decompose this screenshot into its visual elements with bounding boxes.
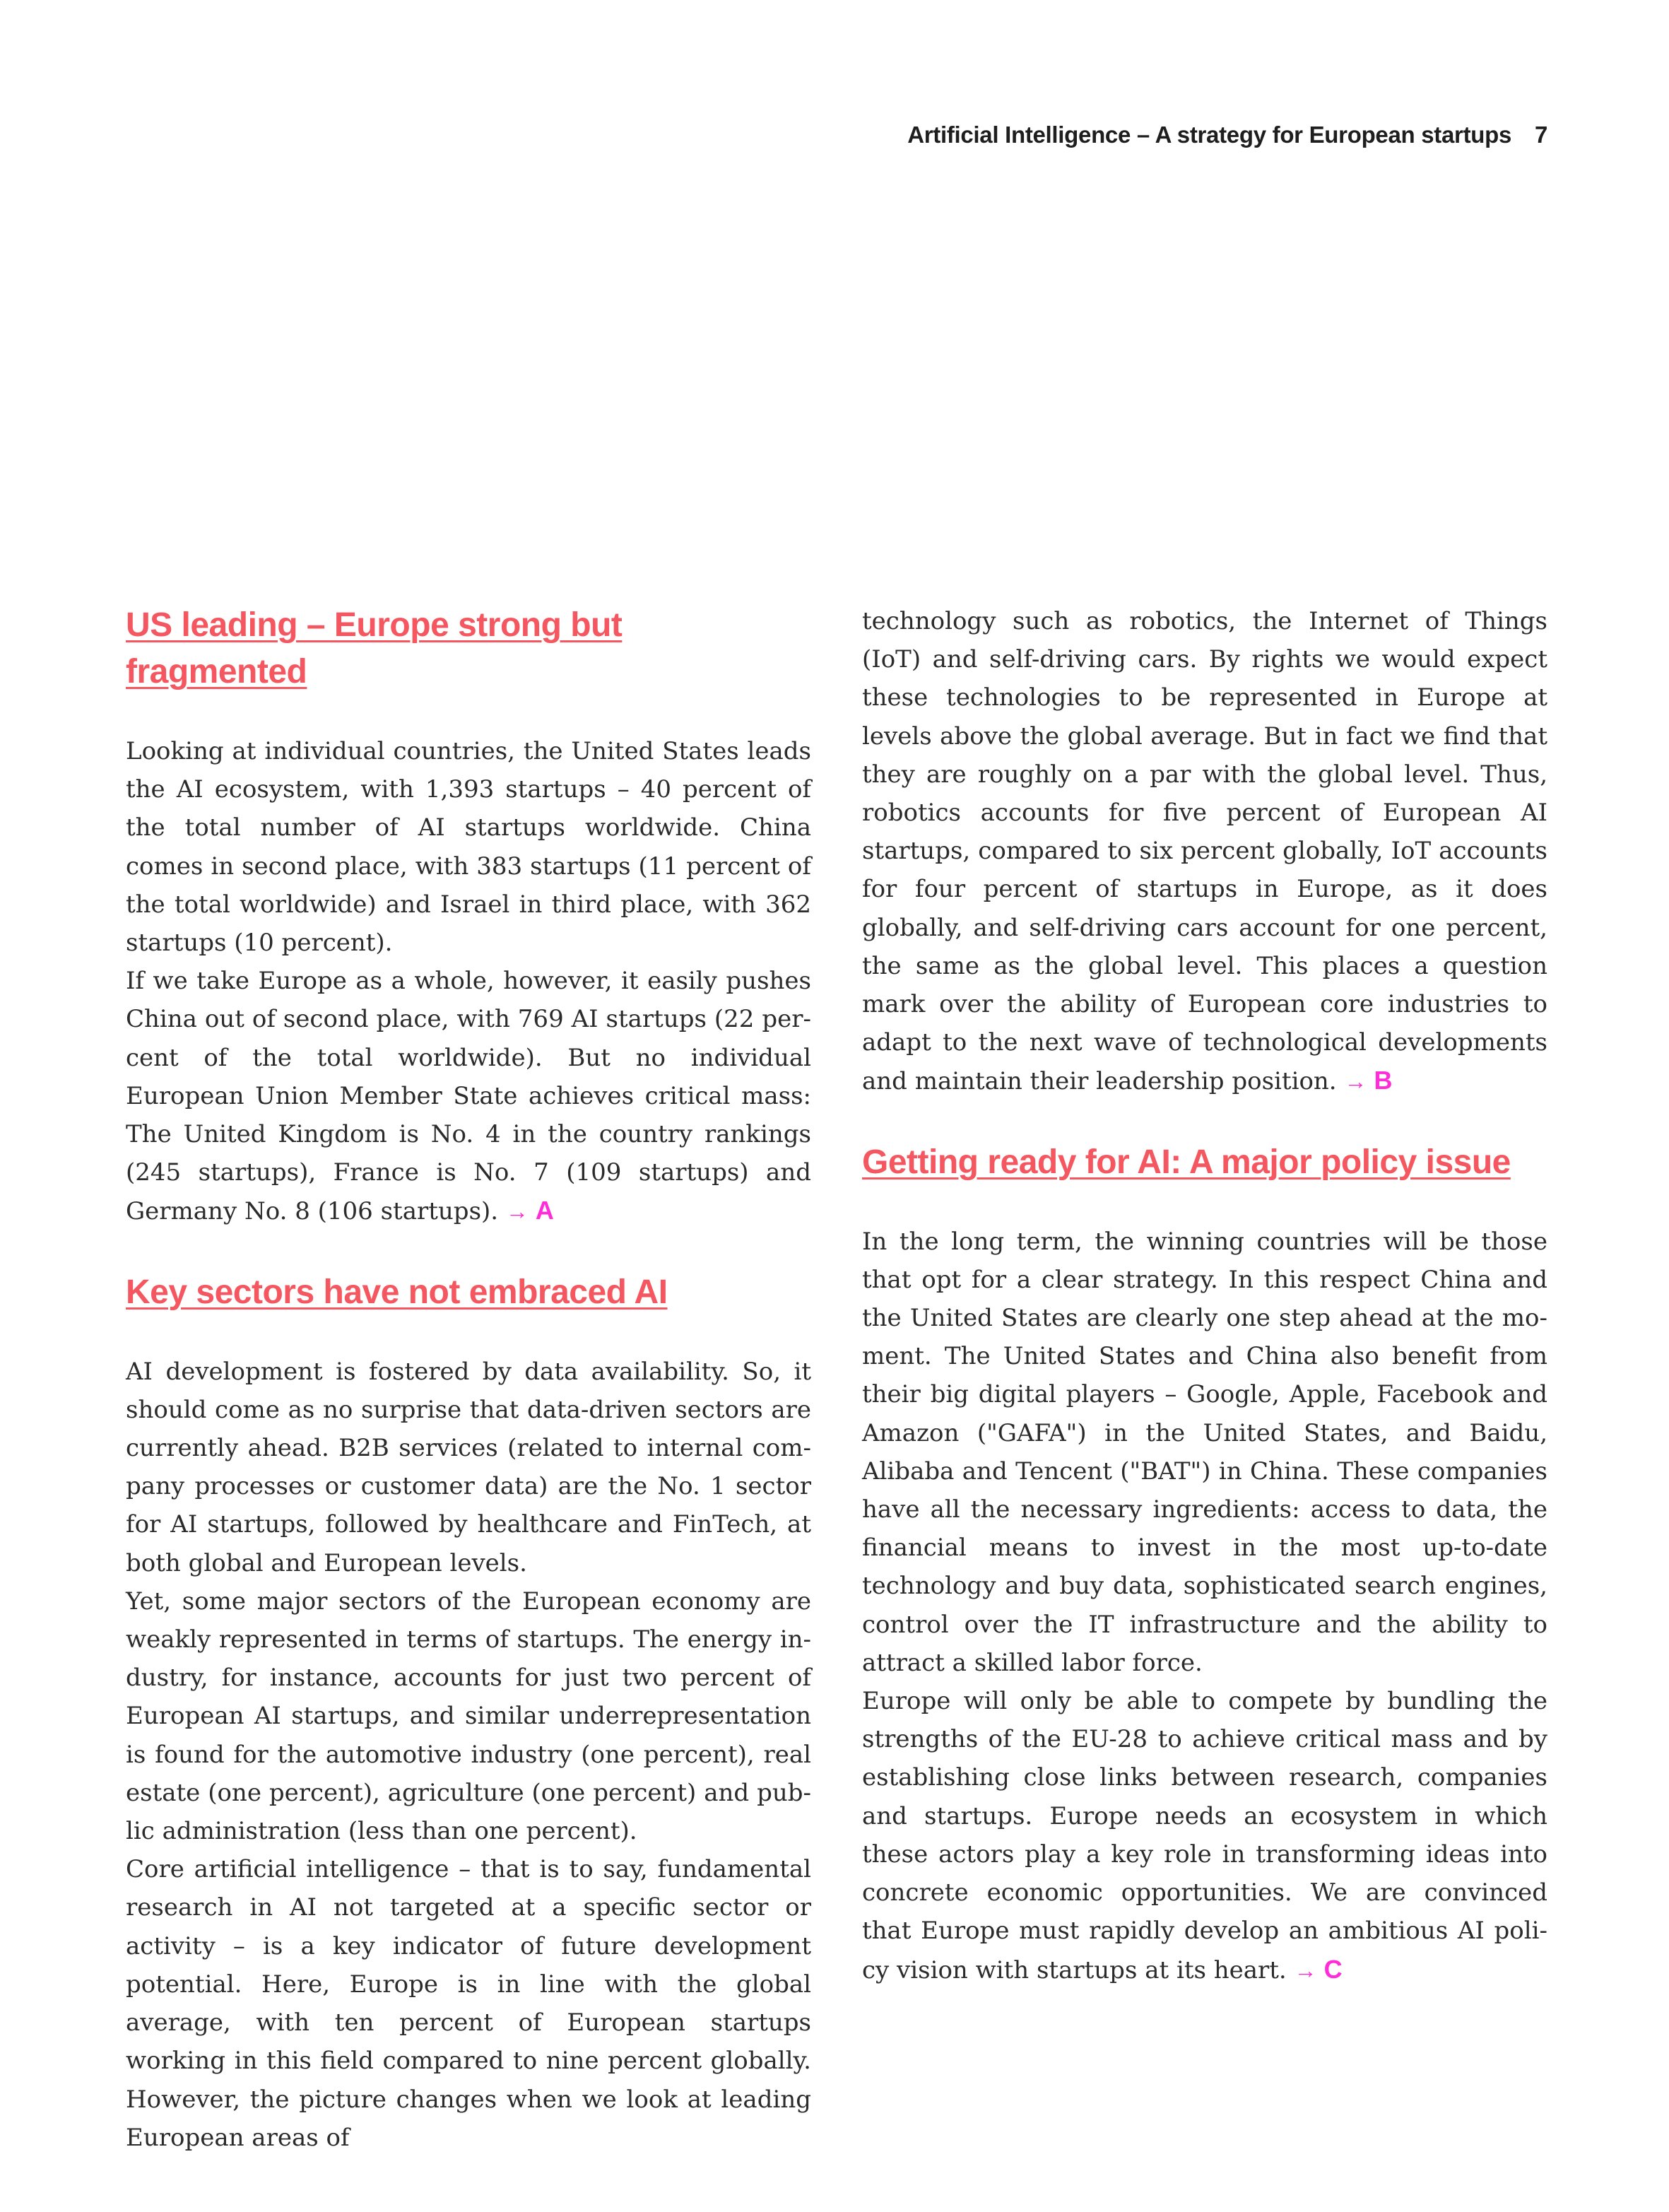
paragraph: Yet, some major sectors of the European economy are weakly represented in terms of startups. The energy industry, for instance, accounts for just two percent of European AI startups, and similar underrepresentation is found for the automotive industry (one percent), real estate (one percent), agriculture (one percent) and public administration (less than one percent).	[126, 1587, 811, 1846]
paragraph	[862, 602, 1547, 1101]
reference-link-c[interactable]	[1294, 1955, 1343, 1984]
page-number: 7	[1534, 122, 1547, 148]
header-title: Artificial Intelligence – A strategy for European startups	[907, 122, 1512, 148]
paragraph-text: technology such as robotics, the Internet of Things (IoT) and self-driving cars. By rights we would expect these technologies to be represented in Europe at levels above the global average. But in fact we find that they are roughly on a par with the global level. Thus, robotics accounts for five percent of European AI startups, compared to six percent globally, IoT accounts for four percent of startups in Europe, as it does globally, and self-driving cars account for one percent, the same as the global level. This places a question mark over the ability of European core industries to adapt to the next wave of technological developments and maintain their leadership position.	[862, 607, 1547, 1096]
reference-letter: C	[1323, 1954, 1343, 1984]
paragraph: Core artificial intelligence – that is to say, fundamental research in AI not targeted at a specific sector or activity – is a key indicator of future development potential. Here, Europe is in line with the global average, with ten percent of European startups working in this field compared to nine percent globally. However, the picture changes when we look at leading European areas of	[126, 1855, 811, 2152]
reference-link-b[interactable]	[1344, 1066, 1392, 1095]
running-header	[907, 122, 1547, 148]
arrow-right-icon: →	[505, 1199, 529, 1225]
right-column	[862, 602, 1547, 1989]
left-column	[126, 602, 811, 2157]
paragraph	[126, 962, 811, 1230]
reference-letter: B	[1374, 1066, 1393, 1095]
arrow-right-icon: →	[1294, 1957, 1317, 1983]
heading-policy: Getting ready for AI: A major policy issue	[862, 1143, 1511, 1181]
reference-letter: A	[535, 1196, 554, 1225]
arrow-right-icon: →	[1344, 1069, 1367, 1095]
paragraph: In the long term, the winning countries will be those that opt for a clear strategy. In this respect China and the United States are clearly one step ahead at the moment. The United States and China also benefit from their big digital players – Google, Apple, Facebook and Amazon ("GAFA") in the United States, and Baidu, Alibaba and Tencent ("BAT") in China. These companies have all the necessary ingredients: access to data, the financial means to invest in the most up-to-date technology and buy data, sophisticated search engines, control over the IT infrastructure and the ability to attract a skilled labor force.	[862, 1227, 1547, 1677]
paragraph: Looking at individual countries, the United States leads the AI ecosystem, with 1,393 startups – 40 percent of the total number of AI startups worldwide. China comes in second place, with 383 startups (11 percent of the total worldwide) and Israel in third place, with 362 startups (10 percent).	[126, 737, 811, 958]
heading-us-leading: US leading – Europe strong but fragmented	[126, 606, 623, 690]
paragraph	[862, 1682, 1547, 1989]
paragraph: AI development is fostered by data availability. So, it should come as no surprise that data-driven sectors are currently ahead. B2B services (related to internal company processes or customer data) are the No. 1 sector for AI startups, followed by healthcare and FinTech, at both global and European levels.	[126, 1357, 811, 1577]
paragraph-text: If we take Europe as a whole, however, it easily pushes China out of second place, with 769 AI startups (22 percent of the total worldwide). But no individual European Union Member State achieves critical mass: The United Kingdom is No. 4 in the country rankings (245 startups), France is No. 7 (109 startups) and Germany No. 8 (106 startups).	[126, 967, 811, 1226]
heading-key-sectors: Key sectors have not embraced AI	[126, 1273, 668, 1311]
paragraph-text: Europe will only be able to compete by bundling the strengths of the EU-28 to achieve critical mass and by establishing close links between research, companies and startups. Europe needs an ecosystem in which these actors play a key role in transforming ideas into concrete economic opportunities. We are convinced that Europe must rapidly develop an ambitious AI policy vision with startups at its heart.	[862, 1687, 1547, 1984]
reference-link-a[interactable]	[506, 1196, 554, 1225]
